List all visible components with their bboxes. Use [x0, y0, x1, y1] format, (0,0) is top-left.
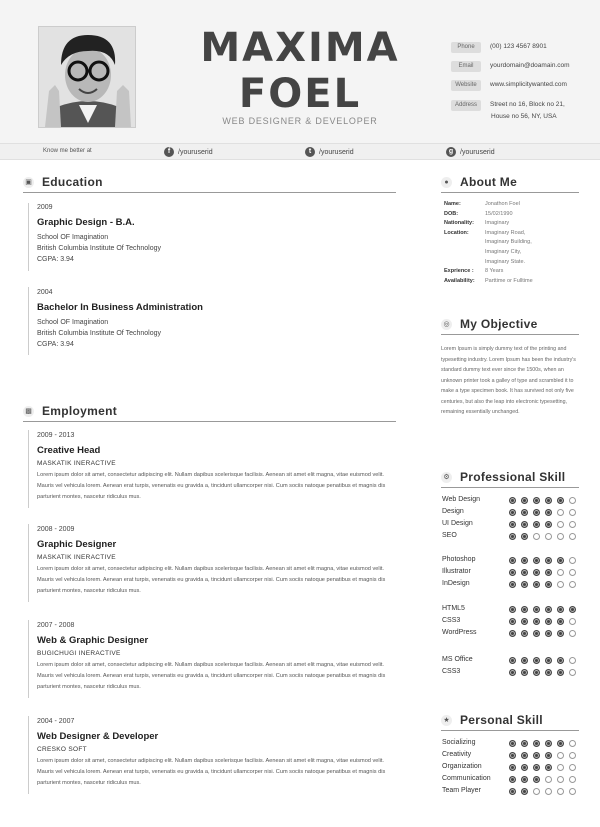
rating-dot-filled [545, 606, 552, 613]
employment-heading [23, 404, 396, 422]
employment-entry [37, 621, 392, 693]
entry-years: 2004 - 2007 [37, 718, 75, 725]
about-row-nationality: Nationality: Imaginary [444, 220, 510, 227]
profile-photo [38, 26, 136, 128]
star-icon: ★ [441, 715, 452, 726]
googleplus-icon: g [446, 147, 456, 157]
skill-name: InDesign [442, 580, 470, 587]
rating-dot-empty [557, 509, 564, 516]
skill-name: WordPress [442, 629, 477, 636]
rating-dot-empty [557, 533, 564, 540]
entry-description: Lorem ipsum dolor sit amet, consectetur adipiscing elit. Nullam dapibus scelerisque facilisis. Aenean sit amet elit magna, vitae euismod velit. Mauris vel vehicula lorem. Aenean erat turpis, venenatis eu gravida a, tincidunt ullamcorper nisi. Cum sociis natoque penatibus et magnis dis parturient montes, nascetur ridiculus mus. [37, 662, 386, 690]
about-row-name: Name: Jonathon Foel [444, 201, 520, 207]
rating-dot-filled [557, 618, 564, 625]
objective-text: Lorem Ipsum is simply dummy text of the printing and typesetting industry. Lorem Ipsum has been the industry's standard dummy text ever since the 1500s, when an unknown printer took a galley of type and scrambled it to make a type specimen book. It has survived not only five centuries, but also the leap into electronic typesetting, remaining essentially unchanged. [441, 346, 576, 415]
contact-email [451, 60, 570, 72]
rating-dot-empty [557, 788, 564, 795]
section-title: Professional Skill [460, 470, 566, 484]
entry-role: Creative Head [37, 445, 101, 456]
rating-dot-filled [545, 521, 552, 528]
skill-rating [509, 657, 581, 664]
rating-dot-filled [521, 740, 528, 747]
rating-dot-empty [557, 569, 564, 576]
skill-rating [509, 669, 581, 676]
rating-dot-empty [569, 788, 576, 795]
skill-row [442, 738, 580, 750]
rating-dot-filled [509, 630, 516, 637]
rating-dot-filled [509, 618, 516, 625]
social-link-twitter[interactable] [305, 147, 354, 157]
rating-dot-filled [509, 533, 516, 540]
timeline-line [28, 524, 29, 602]
rating-dot-filled [521, 557, 528, 564]
skill-rating [509, 788, 581, 795]
about-row-location: Location: Imaginary Road, Imaginary Building, Imaginary City, Imaginary State. [444, 229, 532, 265]
gear-icon: ⚙ [441, 472, 452, 483]
rating-dot-empty [545, 533, 552, 540]
professional-skill-heading [441, 470, 579, 488]
entry-place: British Columbia Institute Of Technology [37, 245, 161, 252]
rating-dot-filled [521, 509, 528, 516]
contact-label: Email [451, 61, 481, 72]
rating-dot-filled [533, 764, 540, 771]
rating-dot-filled [533, 569, 540, 576]
rating-dot-empty [557, 776, 564, 783]
education-entry [37, 288, 392, 350]
entry-degree: Bachelor In Business Administration [37, 302, 203, 313]
rating-dot-filled [533, 606, 540, 613]
facebook-icon: f [164, 147, 174, 157]
rating-dot-empty [557, 752, 564, 759]
entry-place: British Columbia Institute Of Technology [37, 330, 161, 337]
contact-value: Street no 16, Block no 21, [490, 101, 565, 108]
rating-dot-filled [545, 630, 552, 637]
entry-year: 2004 [37, 289, 53, 296]
rating-dot-empty [569, 764, 576, 771]
skill-row [442, 567, 580, 579]
contact-value[interactable]: yourdomain@doamain.com [490, 62, 570, 69]
entry-cgpa: CGPA: 3.94 [37, 256, 74, 263]
rating-dot-filled [509, 752, 516, 759]
rating-dot-empty [569, 630, 576, 637]
skill-rating [509, 740, 581, 747]
social-bar [0, 143, 600, 160]
rating-dot-filled [521, 669, 528, 676]
rating-dot-filled [557, 669, 564, 676]
rating-dot-filled [521, 581, 528, 588]
skill-row [442, 616, 580, 628]
section-title: My Objective [460, 317, 538, 331]
skill-row [442, 604, 580, 616]
rating-dot-filled [557, 630, 564, 637]
rating-dot-empty [569, 657, 576, 664]
skill-row [442, 555, 580, 567]
entry-role: Graphic Designer [37, 539, 117, 550]
rating-dot-empty [569, 581, 576, 588]
rating-dot-filled [509, 521, 516, 528]
last-name: FOEL [238, 71, 362, 117]
skill-row [442, 531, 580, 543]
rating-dot-filled [533, 630, 540, 637]
contact-value[interactable]: www.simplicitywanted.com [490, 81, 567, 88]
target-icon: ◎ [441, 319, 452, 330]
rating-dot-empty [545, 788, 552, 795]
skill-name: SEO [442, 532, 457, 539]
skill-rating [509, 533, 581, 540]
personal-skill-heading [441, 713, 579, 731]
timeline-line [28, 716, 29, 794]
rating-dot-empty [569, 509, 576, 516]
rating-dot-filled [557, 497, 564, 504]
rating-dot-filled [521, 788, 528, 795]
twitter-icon: t [305, 147, 315, 157]
about-row-availability: Availability: Parttime or Fulltime [444, 277, 533, 284]
rating-dot-filled [545, 764, 552, 771]
rating-dot-empty [569, 533, 576, 540]
entry-year: 2009 [37, 204, 53, 211]
rating-dot-filled [533, 521, 540, 528]
entry-role: Web Designer & Developer [37, 731, 159, 742]
about-row-dob: DOB: 15/02/1990 [444, 210, 513, 217]
objective-heading [441, 317, 579, 335]
skill-name: Communication [442, 775, 491, 782]
timeline-line [28, 203, 29, 271]
social-label: Know me better at [43, 148, 92, 154]
skill-rating [509, 764, 581, 771]
contact-value[interactable]: (00) 123 4567 8901 [490, 43, 547, 50]
rating-dot-filled [557, 657, 564, 664]
education-heading [23, 175, 396, 193]
entry-company: MASKATIK INERACTIVE [37, 554, 116, 561]
rating-dot-filled [521, 569, 528, 576]
skill-row [442, 667, 580, 679]
contact-address [451, 99, 565, 111]
rating-dot-empty [557, 581, 564, 588]
entry-school: School OF Imagination [37, 234, 109, 241]
skill-row [442, 519, 580, 531]
user-icon: ● [441, 177, 452, 188]
skill-rating [509, 618, 581, 625]
entry-company: MASKATIK INERACTIVE [37, 460, 116, 467]
skill-name: Design [442, 508, 464, 515]
entry-description: Lorem ipsum dolor sit amet, consectetur adipiscing elit. Nullam dapibus scelerisque facilisis. Aenean sit amet elit magna, vitae euismod velit. Mauris vel vehicula lorem. Aenean erat turpis, venenatis eu gravida a, tincidunt ullamcorper nisi. Cum sociis natoque penatibus et magnis dis parturient montes, nascetur ridiculus mus. [37, 566, 386, 594]
rating-dot-filled [557, 740, 564, 747]
first-name: MAXIMA [200, 25, 400, 71]
rating-dot-empty [569, 521, 576, 528]
section-title: Education [42, 175, 103, 189]
section-title: About Me [460, 175, 518, 189]
rating-dot-filled [509, 764, 516, 771]
education-entry [37, 203, 392, 265]
skill-row [442, 495, 580, 507]
rating-dot-filled [509, 581, 516, 588]
rating-dot-empty [569, 557, 576, 564]
rating-dot-filled [509, 606, 516, 613]
book-icon: ▣ [23, 177, 34, 188]
section-title: Employment [42, 404, 118, 418]
rating-dot-empty [545, 776, 552, 783]
skill-row [442, 628, 580, 640]
rating-dot-empty [569, 618, 576, 625]
skill-rating [509, 776, 581, 783]
rating-dot-filled [545, 669, 552, 676]
rating-dot-empty [569, 740, 576, 747]
skill-name: Illustrator [442, 568, 471, 575]
skill-row [442, 750, 580, 762]
entry-years: 2009 - 2013 [37, 432, 75, 439]
rating-dot-filled [557, 606, 564, 613]
rating-dot-filled [545, 497, 552, 504]
skill-rating [509, 752, 581, 759]
rating-dot-empty [557, 764, 564, 771]
rating-dot-filled [533, 657, 540, 664]
rating-dot-filled [521, 533, 528, 540]
rating-dot-filled [509, 557, 516, 564]
contact-label: Website [451, 80, 481, 91]
entry-description: Lorem ipsum dolor sit amet, consectetur adipiscing elit. Nullam dapibus scelerisque facilisis. Aenean sit amet elit magna, vitae euismod velit. Mauris vel vehicula lorem. Aenean erat turpis, venenatis eu gravida a, tincidunt ullamcorper nisi. Cum sociis natoque penatibus et magnis dis parturient montes, nascetur ridiculus mus. [37, 758, 386, 786]
rating-dot-filled [533, 618, 540, 625]
section-title: Personal Skill [460, 713, 543, 727]
entry-cgpa: CGPA: 3.94 [37, 341, 74, 348]
skill-rating [509, 630, 581, 637]
social-link-facebook[interactable] [164, 147, 213, 157]
skill-row [442, 774, 580, 786]
rating-dot-filled [521, 776, 528, 783]
rating-dot-filled [521, 752, 528, 759]
rating-dot-filled [509, 497, 516, 504]
entry-years: 2007 - 2008 [37, 622, 75, 629]
rating-dot-filled [509, 657, 516, 664]
entry-description: Lorem ipsum dolor sit amet, consectetur adipiscing elit. Nullam dapibus scelerisque facilisis. Aenean sit amet elit magna, vitae euismod velit. Mauris vel vehicula lorem. Aenean erat turpis, venenatis eu gravida a, tincidunt ullamcorper nisi. Cum sociis natoque penatibus et magnis dis parturient montes, nascetur ridiculus mus. [37, 472, 386, 500]
skill-row [442, 786, 580, 798]
skill-name: CSS3 [442, 617, 461, 624]
skill-row [442, 655, 580, 667]
rating-dot-filled [545, 752, 552, 759]
rating-dot-filled [545, 581, 552, 588]
skill-rating [509, 606, 581, 613]
social-link-googleplus[interactable] [446, 147, 495, 157]
rating-dot-filled [533, 557, 540, 564]
skill-name: Socializing [442, 739, 476, 746]
entry-role: Web & Graphic Designer [37, 635, 149, 646]
rating-dot-filled [533, 669, 540, 676]
contact-address-line2: House no 56, NY, USA [491, 113, 557, 120]
rating-dot-filled [509, 788, 516, 795]
rating-dot-filled [533, 509, 540, 516]
rating-dot-empty [569, 669, 576, 676]
social-handle: /youruserid [319, 148, 354, 156]
rating-dot-filled [533, 497, 540, 504]
rating-dot-empty [557, 521, 564, 528]
skill-name: CSS3 [442, 668, 461, 675]
rating-dot-filled [533, 581, 540, 588]
skill-name: UI Design [442, 520, 473, 527]
rating-dot-filled [509, 669, 516, 676]
employment-entry [37, 431, 392, 503]
entry-company: BUGICHUGI INERACTIVE [37, 650, 121, 657]
rating-dot-empty [533, 788, 540, 795]
rating-dot-filled [533, 776, 540, 783]
rating-dot-filled [545, 657, 552, 664]
rating-dot-empty [533, 533, 540, 540]
rating-dot-filled [545, 569, 552, 576]
rating-dot-filled [533, 740, 540, 747]
rating-dot-filled [545, 509, 552, 516]
skill-name: Web Design [442, 496, 481, 503]
skill-rating [509, 569, 581, 576]
rating-dot-empty [569, 776, 576, 783]
skill-name: Organization [442, 763, 482, 770]
skill-row [442, 579, 580, 591]
rating-dot-filled [521, 630, 528, 637]
contact-label: Phone [451, 42, 481, 53]
about-heading [441, 175, 579, 193]
employment-entry [37, 525, 392, 597]
skill-name: Photoshop [442, 556, 476, 563]
rating-dot-filled [521, 606, 528, 613]
timeline-line [28, 430, 29, 508]
contact-label: Address [451, 100, 481, 111]
profile-photo-image [39, 27, 136, 128]
resume-header [0, 0, 600, 143]
social-handle: /youruserid [178, 148, 213, 156]
skill-name: HTML5 [442, 605, 465, 612]
rating-dot-filled [521, 618, 528, 625]
entry-school: School OF Imagination [37, 319, 109, 326]
skill-rating [509, 557, 581, 564]
social-handle: /youruserid [460, 148, 495, 156]
entry-years: 2008 - 2009 [37, 526, 75, 533]
rating-dot-filled [521, 764, 528, 771]
skill-rating [509, 509, 581, 516]
contact-website [451, 79, 567, 91]
skill-row [442, 762, 580, 774]
rating-dot-filled [509, 740, 516, 747]
rating-dot-filled [521, 497, 528, 504]
rating-dot-filled [533, 752, 540, 759]
rating-dot-filled [509, 569, 516, 576]
rating-dot-filled [545, 557, 552, 564]
about-row-experience: Exprience : 8 Years [444, 268, 504, 274]
rating-dot-filled [569, 606, 576, 613]
rating-dot-filled [545, 740, 552, 747]
skill-name: Creativity [442, 751, 472, 758]
rating-dot-filled [557, 557, 564, 564]
skill-rating [509, 497, 581, 504]
entry-company: CRESKO SOFT [37, 746, 87, 753]
contact-phone [451, 41, 547, 53]
skill-name: Team Player [442, 787, 481, 794]
rating-dot-filled [521, 521, 528, 528]
skill-row [442, 507, 580, 519]
skill-rating [509, 581, 581, 588]
briefcase-icon: ▩ [23, 406, 34, 417]
skill-name: MS Office [442, 656, 473, 663]
rating-dot-empty [569, 497, 576, 504]
job-title: WEB DESIGNER & DEVELOPER [222, 116, 378, 126]
rating-dot-filled [545, 618, 552, 625]
rating-dot-filled [509, 509, 516, 516]
entry-degree: Graphic Design - B.A. [37, 217, 135, 228]
skill-rating [509, 521, 581, 528]
rating-dot-filled [521, 657, 528, 664]
timeline-line [28, 287, 29, 355]
rating-dot-empty [569, 752, 576, 759]
rating-dot-filled [509, 776, 516, 783]
employment-entry [37, 717, 392, 789]
timeline-line [28, 620, 29, 698]
rating-dot-empty [569, 569, 576, 576]
